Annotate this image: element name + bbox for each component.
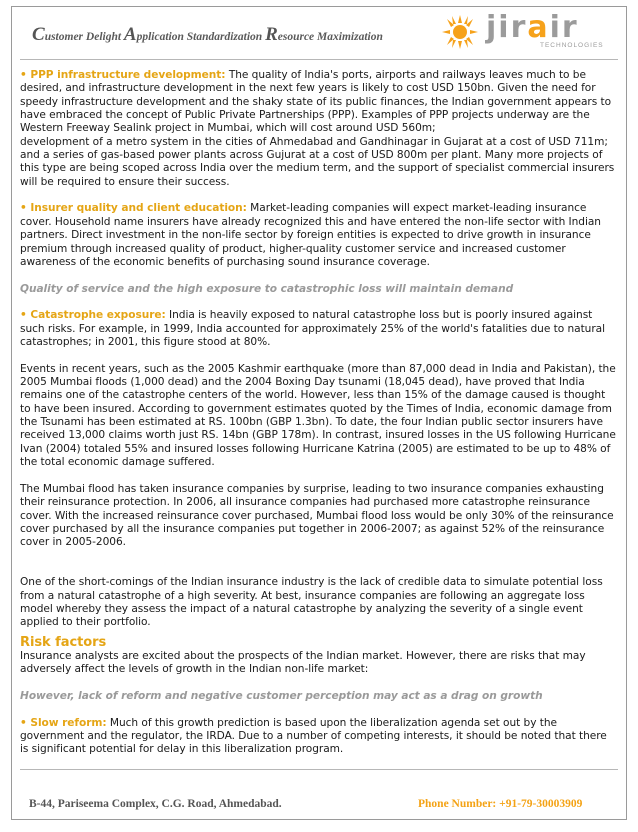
- paragraph-text: Market-leading companies will expect market-leading insurance cover. Household name insurers have already recognized this and have entered the non-life sector with Indian partners. Direct investment in the non-life sector by foreign entities is expected to drive growth in insurance premium through increased quality of product, higher-quality customer service and increased customer awareness of the economic benefits of purchasing sound insurance coverage.: [20, 202, 601, 268]
- page-header: [12, 7, 626, 57]
- paragraph-slow-reform: [20, 717, 618, 757]
- header-divider: [20, 59, 618, 60]
- paragraph-catastrophe: [20, 309, 618, 349]
- paragraph-insurer-quality: [20, 202, 618, 269]
- paragraph-text: development of a metro system in the cities of Ahmedabad and Gandhinagar in Gujarat at a cost of USD 711m; and a series of gas-based power plants across Gujurat at a cost of USD 800m per plant. Many more projects of this type are being scoped across India over the medium term, and the support of specialist commercial insurers will be required to ensure their success.: [20, 135, 615, 188]
- company-logo: [440, 12, 616, 52]
- document-page: [11, 6, 627, 820]
- document-body: [20, 69, 618, 770]
- subheading: Quality of service and the high exposure to catastrophic loss will maintain demand: [20, 282, 514, 295]
- logo-subtitle: TECHNOLOGIES: [540, 42, 604, 49]
- paragraph-text: The quality of India's ports, airports and railways leaves much to be desired, and infrastructure development in the next few years is likely to cost USD 150bn. Given the need for speedy infrastructure development and the shaky state of its public finances, the Indian government appears to have embraced the concept of Public Private Partnerships (PPP). Examples of PPP projects underway are the Western Freeway Sealink project in Mumbai, which will cost around USD 560m;: [20, 69, 612, 135]
- sun-icon: [440, 14, 484, 50]
- footer-divider: [20, 769, 618, 770]
- tagline-word: ustomer Delight: [44, 31, 124, 43]
- paragraph-mumbai-flood: The Mumbai flood has taken insurance companies by surprise, leading to two insurance companies exhausting their reinsurance protection. In 2006, all insurance companies had purchased more catastrophe reinsurance cover. With the increased reinsurance cover purchased, Mumbai flood loss would be only 30% of the reinsurance cover purchased by all the insurance companies put together in 2006-2007; as against 52% of the reinsurance cover in 2005-2006.: [20, 482, 614, 549]
- subheading: However, lack of reform and negative customer perception may act as a drag on growth: [20, 689, 543, 702]
- paragraph-risk-intro: Insurance analysts are excited about the prospects of the Indian market. However, there are risks that may adversely affect the levels of growth in the Indian non-life market:: [20, 649, 586, 676]
- footer-address: B-44, Pariseema Complex, C.G. Road, Ahmedabad.: [29, 798, 282, 810]
- footer-phone: Phone Number: +91-79-30003909: [418, 798, 583, 810]
- bullet-label: • PPP infrastructure development:: [20, 69, 226, 81]
- tagline-initial: A: [123, 24, 137, 45]
- section-heading: Risk factors: [20, 634, 107, 650]
- paragraph-text: Much of this growth prediction is based upon the liberalization agenda set out by the government and the regulator, the IRDA. Due to a number of competing interests, it should be noted that there is significant potential for delay in this liberalization program.: [20, 716, 607, 756]
- paragraph-events: Events in recent years, such as the 2005 Kashmir earthquake (more than 87,000 dead in India and Pakistan), the 2005 Mumbai floods (1,000 dead) and the 2004 Boxing Day tsunami (18,045 dead), have proved that India remains one of the catastrophe centers of the world. However, less than 15% of the damage caused is thought to have been insured. According to government estimates quoted by the Times of India, economic damage from the Tsunami has been estimated at RS. 100bn (GBP 1.3bn). To date, the four Indian public sector insurers have received 13,000 claims worth just RS. 14bn (GBP 178m). In contrast, insured losses in the US following Hurricane Ivan (2004) totaled 55% and insured losses following Hurricane Katrina (2005) are estimated to be up to 48% of the total economic damage suffered.: [20, 362, 616, 469]
- tagline-word: esource Maximization: [277, 31, 383, 43]
- bullet-label: • Slow reform:: [20, 716, 107, 729]
- paragraph-shortcomings: One of the short-comings of the Indian insurance industry is the lack of credible data to simulate potential loss from a natural catastrophe of a high severity. At best, insurance companies are following an aggregate loss model whereby they assess the impact of a natural catastrophe by analyzing the severity of a single event applied to their portfolio.: [20, 576, 603, 629]
- bullet-label: • Insurer quality and client education:: [20, 202, 247, 215]
- tagline-word: pplication Standardization: [136, 31, 266, 43]
- paragraph-ppp: [20, 69, 618, 189]
- company-tagline: [32, 24, 383, 46]
- tagline-initial: C: [32, 24, 45, 45]
- bullet-label: • Catastrophe exposure:: [20, 309, 166, 322]
- logo-wordmark: jirair: [486, 10, 579, 45]
- tagline-initial: R: [265, 24, 278, 45]
- paragraph-text: India is heavily exposed to natural catastrophe loss but is poorly insured against such risks. For example, in 1999, India accounted for approximately 25% of the world's fatalities due to natural catastrophes; in 2001, this figure stood at 80%.: [20, 309, 605, 349]
